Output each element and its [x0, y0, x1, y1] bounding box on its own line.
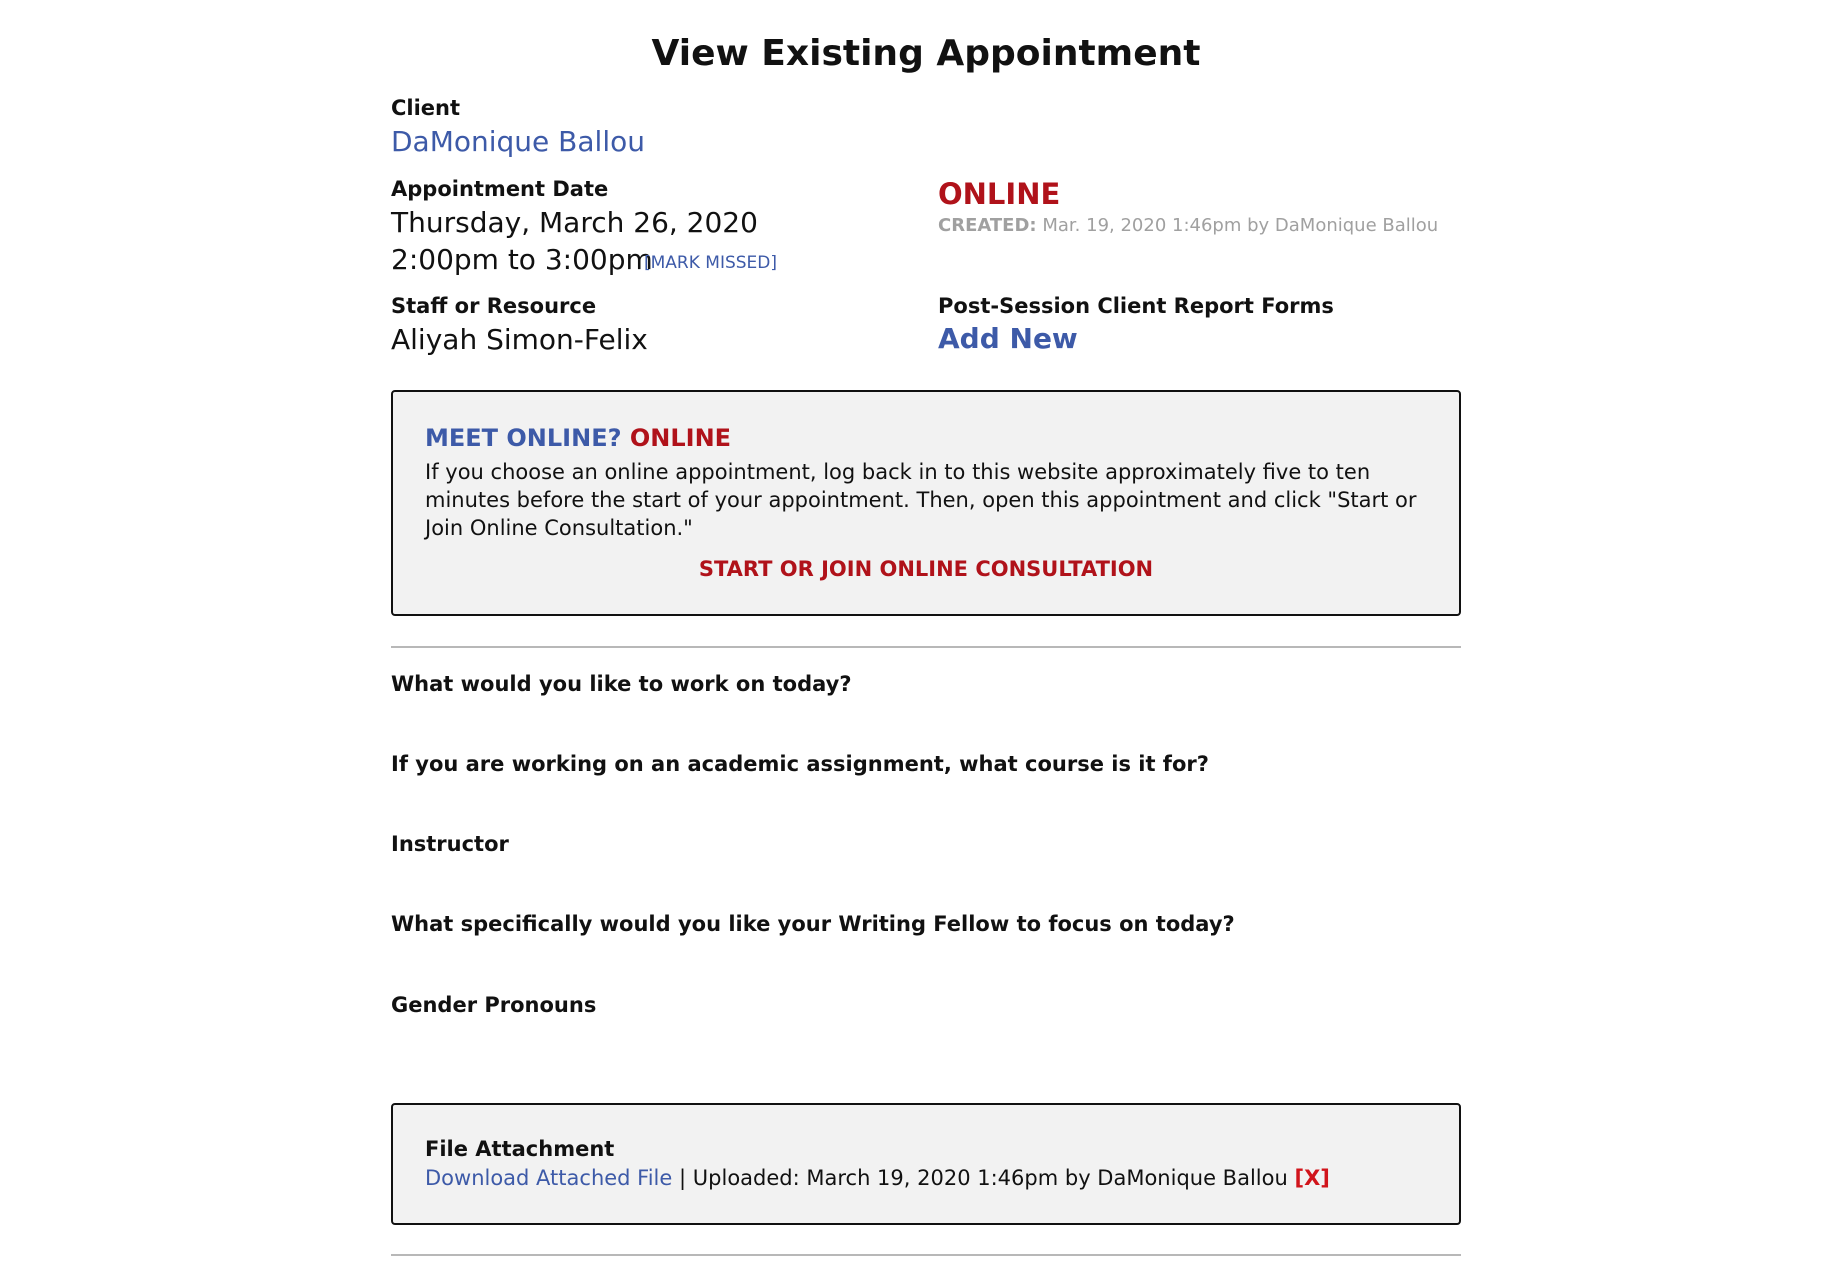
- file-attachment-label: File Attachment: [425, 1137, 615, 1161]
- question-gender-pronouns: Gender Pronouns: [391, 993, 597, 1017]
- appointment-status: ONLINE: [938, 177, 1061, 211]
- meet-online-panel: [391, 390, 1461, 616]
- question-instructor: Instructor: [391, 832, 509, 856]
- delete-attachment-button[interactable]: [X]: [1294, 1166, 1330, 1190]
- page-title: View Existing Appointment: [651, 33, 1201, 74]
- staff-label: Staff or Resource: [391, 294, 597, 318]
- created-label: CREATED:: [938, 215, 1037, 236]
- start-join-consultation-link[interactable]: START OR JOIN ONLINE CONSULTATION: [698, 557, 1154, 581]
- staff-name: Aliyah Simon-Felix: [391, 323, 648, 356]
- question-course: If you are working on an academic assignment, what course is it for?: [391, 752, 1209, 776]
- client-label: Client: [391, 96, 461, 120]
- divider: [391, 1254, 1461, 1256]
- file-attachment-info: [425, 1166, 1330, 1190]
- download-attached-file-link[interactable]: Download Attached File: [425, 1166, 673, 1190]
- meet-online-heading: [425, 424, 731, 452]
- file-separator: |: [679, 1166, 687, 1190]
- appointment-date-label: Appointment Date: [391, 177, 609, 201]
- add-new-report-link[interactable]: Add New: [938, 322, 1078, 355]
- client-name-link[interactable]: DaMonique Ballou: [391, 125, 645, 158]
- meet-online-description: If you choose an online appointment, log back in to this website approximately five to ten minutes before the start of your appointment. Then, open this appointment and click "Start or Join Online Consultation.": [425, 460, 1417, 540]
- created-value: Mar. 19, 2020 1:46pm by DaMonique Ballou: [1042, 215, 1439, 236]
- created-info: [938, 215, 1438, 236]
- divider: [391, 646, 1461, 648]
- mark-missed-link[interactable]: [MARK MISSED]: [644, 253, 778, 273]
- meet-online-status: ONLINE: [629, 424, 732, 452]
- appointment-date-value: Thursday, March 26, 2020: [391, 206, 758, 239]
- report-forms-label: Post-Session Client Report Forms: [938, 294, 1334, 318]
- file-uploaded-info: Uploaded: March 19, 2020 1:46pm by DaMonique Ballou: [692, 1166, 1288, 1190]
- meet-online-question: MEET ONLINE?: [425, 424, 622, 452]
- question-focus: What specifically would you like your Writing Fellow to focus on today?: [391, 912, 1235, 936]
- question-work-on: What would you like to work on today?: [391, 672, 852, 696]
- appointment-time-value: 2:00pm to 3:00pm: [391, 243, 653, 276]
- file-attachment-panel: [391, 1103, 1461, 1225]
